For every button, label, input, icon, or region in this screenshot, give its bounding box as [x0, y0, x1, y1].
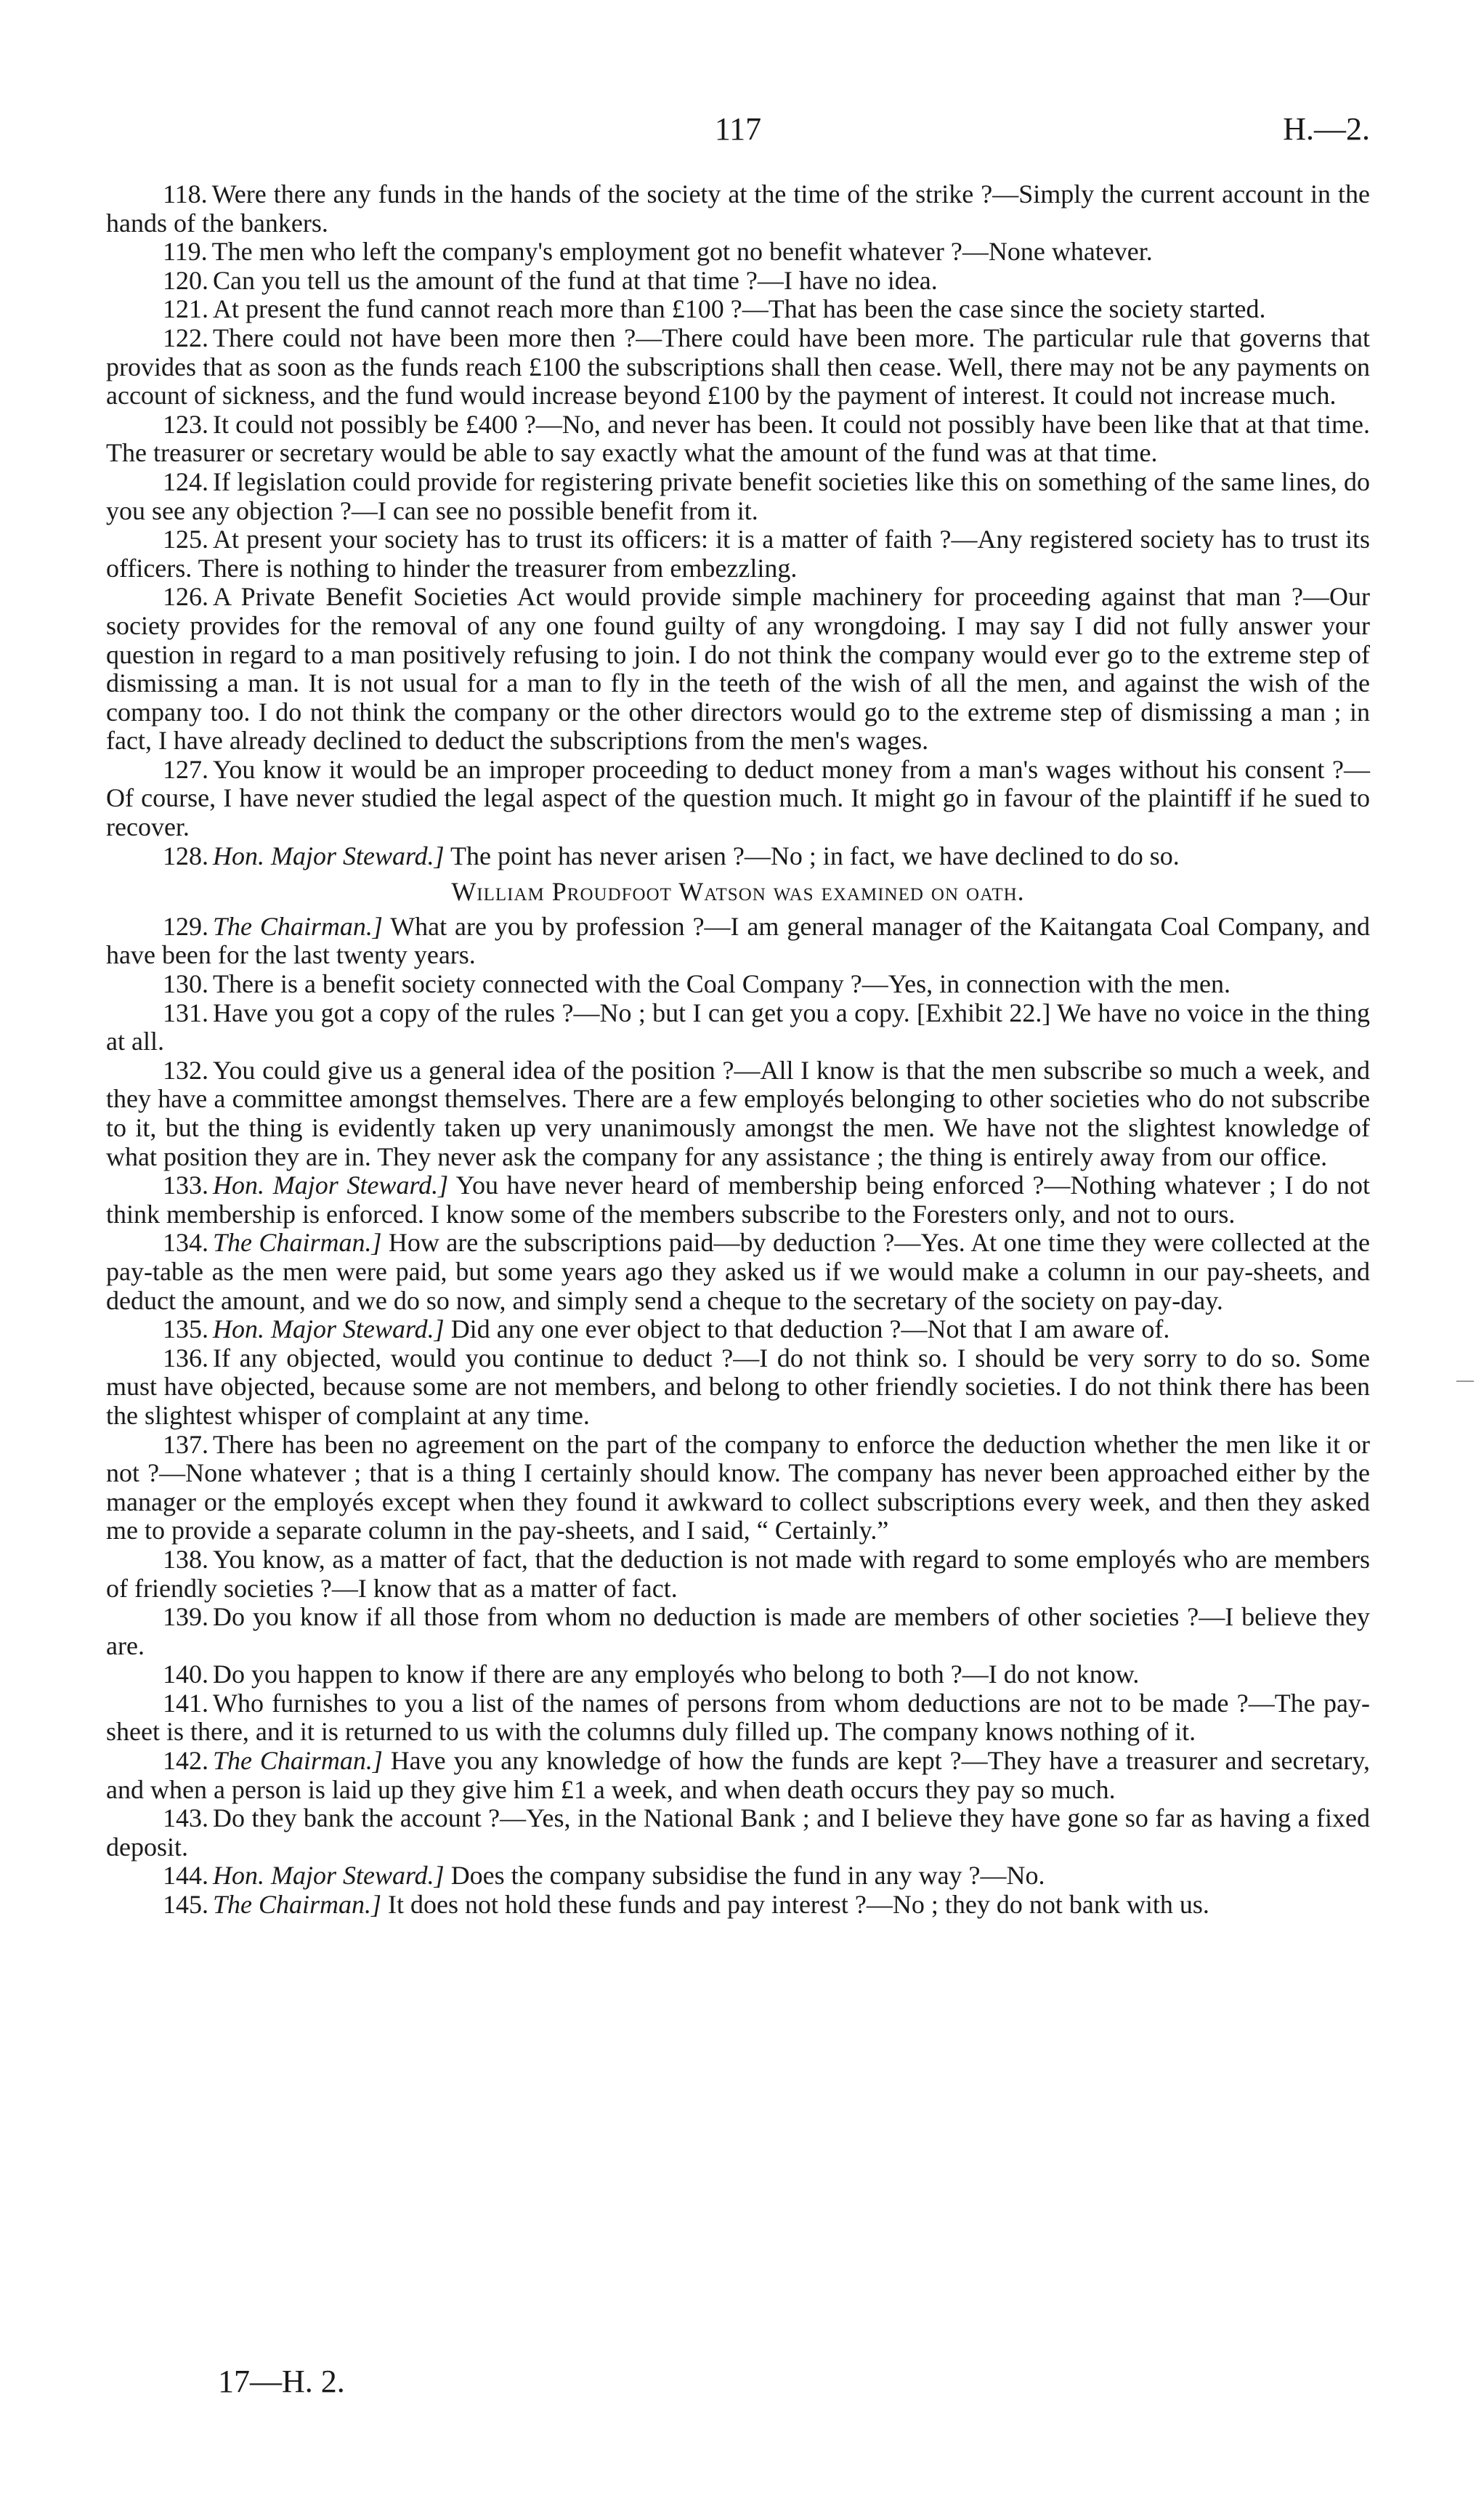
evidence-block-1 [106, 180, 1370, 870]
question-paragraph [106, 583, 1370, 756]
question-number: 135. [163, 1314, 208, 1344]
question-paragraph [106, 238, 1370, 267]
speaker-label: Hon. Major Steward.] [213, 841, 445, 870]
question-paragraph [106, 970, 1370, 999]
question-text: Do they bank the account ?—Yes, in the National Bank ; and I believe they have gone so far as having a fixed deposit. [106, 1803, 1370, 1862]
speaker-label: The Chairman.] [213, 911, 383, 941]
question-paragraph [106, 1689, 1370, 1747]
evidence-block-2 [106, 913, 1370, 1920]
question-number: 123. [163, 409, 208, 439]
question-text: The point has never arisen ?—No ; in fact, we have declined to do so. [450, 841, 1180, 870]
question-paragraph [106, 1603, 1370, 1660]
question-number: 137. [163, 1429, 208, 1459]
question-number: 132. [163, 1055, 208, 1085]
question-paragraph [106, 756, 1370, 842]
question-text: You could give us a general idea of the position ?—All I know is that the men subscribe so much a week, and they have a committee amongst themselves. There are a few employés belonging to other societies who do not subscribe to it, but the thing is evidently taken up very unanimously amongst the men. We have not the slightest knowledge of what position they are in. They never ask the company for any assistance ; the thing is entirely away from our office. [106, 1055, 1370, 1171]
question-text: There is a benefit society connected with the Coal Company ?—Yes, in connection with the men. [213, 969, 1230, 999]
question-text: It could not possibly be £400 ?—No, and never has been. It could not possibly have been like that at that time. The treasurer or secretary would be able to say exactly what the amount of the fund was at that time. [106, 409, 1370, 468]
question-paragraph [106, 842, 1370, 871]
question-number: 128. [163, 841, 208, 870]
question-paragraph [106, 1056, 1370, 1171]
question-paragraph [106, 1804, 1370, 1862]
question-text: Were there any funds in the hands of the society at the time of the strike ?—Simply the current account in the hands of the bankers. [106, 179, 1370, 238]
question-paragraph [106, 1431, 1370, 1545]
question-number: 122. [163, 323, 208, 352]
question-text: Does the company subsidise the fund in any way ?—No. [450, 1861, 1045, 1891]
question-text: If legislation could provide for registering private benefit societies like this on something of the same lines, do you see any objection ?—I can see no possible benefit from it. [106, 466, 1370, 525]
question-number: 130. [163, 969, 208, 999]
question-number: 124. [163, 466, 208, 496]
question-paragraph [106, 1315, 1370, 1344]
printer-signature: 17—H. 2. [218, 2364, 345, 2399]
speaker-label: The Chairman.] [213, 1228, 382, 1258]
question-paragraph [106, 1862, 1370, 1891]
page-number: 117 [714, 111, 762, 147]
question-text: At present your society has to trust its officers: it is a matter of faith ?—Any registered society has to trust its officers. There is nothing to hinder the treasurer from embezzling. [106, 525, 1370, 583]
question-text: The men who left the company's employment got no benefit whatever ?—None whatever. [211, 237, 1153, 267]
question-paragraph [106, 180, 1370, 238]
question-text: Who furnishes to you a list of the names of persons from whom deductions are not to be made ?—The pay-sheet is there, and it is returned to us with the columns duly filled up. The company knows nothing of it. [106, 1688, 1370, 1747]
question-number: 129. [163, 911, 208, 941]
series-code: H.—2. [1283, 111, 1370, 147]
question-text: Can you tell us the amount of the fund at that time ?—I have no idea. [213, 265, 938, 295]
question-text: A Private Benefit Societies Act would provide simple machinery for proceeding against that man ?—Our society provides for the removal of any one found guilty of any wrongdoing. I may say I did not fully answer your question in regard to a man positively refusing to join. I do not think the company would ever go to the extreme step of dismissing a man. It is not usual for a man to fly in the teeth of the wish of all the men, and against the wish of the company too. I do not think the company or the other directors would go to the extreme step of dismissing a man ; in fact, I have already declined to deduct the subscriptions from the men's wages. [106, 582, 1370, 756]
margin-mark [1456, 1381, 1474, 1382]
question-number: 127. [163, 754, 208, 784]
speaker-label: The Chairman.] [213, 1890, 382, 1920]
question-text: What are you by profession ?—I am general manager of the Kaitangata Coal Company, and have been for the last twenty years. [106, 911, 1370, 970]
question-paragraph [106, 1171, 1370, 1229]
question-number: 118. [163, 179, 208, 209]
question-paragraph [106, 1747, 1370, 1804]
question-text: You know, as a matter of fact, that the deduction is not made with regard to some employés who are members of friendly societies ?—I know that as a matter of fact. [106, 1544, 1370, 1603]
document-body [106, 180, 1370, 1920]
question-paragraph [106, 295, 1370, 324]
question-number: 134. [163, 1228, 208, 1258]
question-paragraph [106, 1545, 1370, 1603]
question-text: You know it would be an improper proceeding to deduct money from a man's wages without his consent ?—Of course, I have never studied the legal aspect of the question much. It might go in favour of the plaintiff if he sued to recover. [106, 754, 1370, 842]
witness-heading-text: William Proudfoot Watson was examined on oath. [451, 877, 1025, 907]
question-paragraph [106, 1344, 1370, 1431]
question-paragraph [106, 913, 1370, 970]
question-number: 119. [163, 237, 208, 267]
speaker-label: The Chairman.] [213, 1746, 383, 1776]
question-text: It does not hold these funds and pay interest ?—No ; they do not bank with us. [388, 1890, 1209, 1920]
question-number: 141. [163, 1688, 208, 1718]
question-number: 142. [163, 1746, 208, 1776]
question-number: 144. [163, 1861, 208, 1891]
question-text: Have you any knowledge of how the funds are kept ?—They have a treasurer and secretary, and when a person is laid up they give him £1 a week, and when death occurs they pay so much. [106, 1746, 1371, 1804]
question-text: Do you know if all those from whom no deduction is made are members of other societies ?—I believe they are. [106, 1602, 1370, 1660]
speaker-label: Hon. Major Steward.] [213, 1314, 445, 1344]
question-paragraph [106, 1229, 1370, 1315]
question-number: 136. [163, 1343, 208, 1373]
question-paragraph [106, 411, 1370, 468]
question-text: How are the subscriptions paid—by deduction ?—Yes. At one time they were collected at the pay-table as the men were paid, but some years ago they asked us if we would make a column in our pay-sheets, and deduct the amount, and we do so now, and simply send a cheque to the secretary of the society on pay-day. [106, 1228, 1370, 1315]
question-text: Have you got a copy of the rules ?—No ; but I can get you a copy. [Exhibit 22.] We have no voice in the thing at all. [106, 998, 1370, 1056]
question-text: There has been no agreement on the part of the company to enforce the deduction whether the men like it or not ?—None whatever ; that is a thing I certainly should know. The company has never been approached either by the manager or the employés except when they found it awkward to collect subscriptions every week, and then they asked me to provide a separate column in the pay-sheets, and I said, “ Certainly.” [106, 1429, 1370, 1545]
question-text: There could not have been more then ?—There could have been more. The particular rule that governs that provides that as soon as the funds reach £100 the subscriptions shall then cease. Well, there may not be any payments on account of sickness, and the fund would increase beyond £100 by the payment of interest. It could not increase much. [106, 323, 1370, 411]
question-number: 131. [163, 998, 208, 1027]
speaker-label: Hon. Major Steward.] [213, 1861, 445, 1891]
question-number: 126. [163, 582, 208, 612]
question-text: If any objected, would you continue to deduct ?—I do not think so. I should be very sorry to do so. Some must have objected, because some are not members, and belong to other friendly societies. I do not think there has been the slightest whisper of complaint at any time. [106, 1343, 1370, 1430]
question-paragraph [106, 267, 1370, 296]
question-text: You have never heard of membership being enforced ?—Nothing whatever ; I do not think membership is enforced. I know some of the members subscribe to the Foresters only, and not to ours. [106, 1171, 1370, 1229]
question-number: 145. [163, 1890, 208, 1920]
question-paragraph [106, 1891, 1370, 1920]
question-paragraph [106, 999, 1370, 1056]
question-number: 133. [163, 1171, 208, 1200]
question-number: 139. [163, 1602, 208, 1632]
question-number: 121. [163, 294, 208, 324]
page-header [106, 108, 1370, 158]
question-number: 138. [163, 1544, 208, 1574]
question-paragraph [106, 324, 1370, 411]
question-paragraph [106, 1660, 1370, 1689]
question-text: Do you happen to know if there are any employés who belong to both ?—I do not know. [213, 1660, 1140, 1689]
question-paragraph [106, 525, 1370, 583]
question-number: 143. [163, 1803, 208, 1833]
speaker-label: Hon. Major Steward.] [213, 1171, 449, 1200]
witness-heading [106, 878, 1370, 907]
question-number: 140. [163, 1660, 208, 1689]
question-number: 125. [163, 525, 208, 554]
question-number: 120. [163, 265, 208, 295]
question-text: Did any one ever object to that deduction ?—Not that I am aware of. [450, 1314, 1170, 1344]
question-paragraph [106, 468, 1370, 525]
question-text: At present the fund cannot reach more than £100 ?—That has been the case since the society started. [213, 294, 1266, 324]
